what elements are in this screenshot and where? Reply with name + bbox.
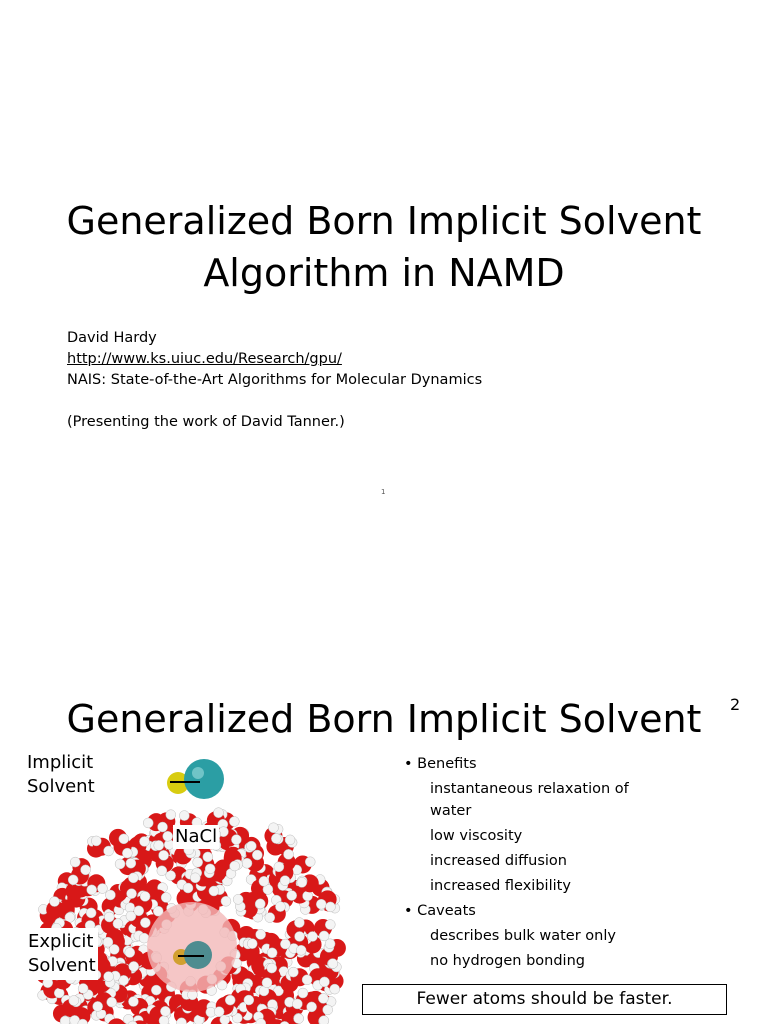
- hydrogen-atom: [91, 836, 101, 846]
- label-line: Solvent: [28, 955, 96, 976]
- hydrogen-atom: [140, 891, 150, 901]
- hydrogen-atom: [271, 834, 281, 844]
- bullet-caveats: • Caveats: [404, 903, 476, 919]
- hydrogen-atom: [274, 862, 284, 872]
- label-line: Solvent: [27, 776, 95, 797]
- hydrogen-atom: [93, 1001, 103, 1011]
- hydrogen-atom: [190, 873, 200, 883]
- bullet-item: instantaneous relaxation of: [430, 781, 629, 797]
- hydrogen-atom: [288, 967, 298, 977]
- hydrogen-atom: [125, 947, 135, 957]
- hydrogen-atom: [292, 999, 302, 1009]
- hydrogen-atom: [126, 858, 136, 868]
- hydrogen-atom: [262, 978, 272, 988]
- hydrogen-atom: [54, 988, 64, 998]
- hydrogen-atom: [265, 913, 275, 923]
- hydrogen-atom: [280, 876, 290, 886]
- hydrogen-atom: [268, 823, 278, 833]
- hydrogen-atom: [87, 885, 97, 895]
- hydrogen-atom: [104, 912, 114, 922]
- hydrogen-atom: [233, 894, 243, 904]
- hydrogen-atom: [242, 858, 252, 868]
- hydrogen-atom: [105, 890, 115, 900]
- hydrogen-atom: [256, 929, 266, 939]
- hydrogen-atom: [161, 892, 171, 902]
- hydrogen-atom: [107, 997, 117, 1007]
- hydrogen-atom: [323, 1005, 333, 1015]
- hydrogen-atom: [128, 873, 138, 883]
- hydrogen-atom: [221, 896, 231, 906]
- hydrogen-atom: [78, 984, 88, 994]
- hydrogen-atom: [166, 810, 176, 820]
- hydrogen-atom: [318, 993, 328, 1003]
- hydrogen-atom: [159, 1016, 169, 1024]
- hydrogen-atom: [86, 908, 96, 918]
- bullet-benefits: • Benefits: [404, 756, 477, 772]
- hydrogen-atom: [297, 877, 307, 887]
- hydrogen-atom: [325, 939, 335, 949]
- implicit-solvent-label: [27, 751, 95, 799]
- bullet-item: increased diffusion: [430, 853, 567, 869]
- callout-box: Fewer atoms should be faster.: [362, 984, 727, 1015]
- hydrogen-atom: [298, 988, 308, 998]
- slide-title-line-1: Generalized Born Implicit Solvent: [66, 199, 702, 243]
- hydrogen-atom: [158, 822, 168, 832]
- hydrogen-atom: [179, 811, 189, 821]
- hydrogen-atom: [319, 977, 329, 987]
- hydrogen-atom: [97, 883, 107, 893]
- page-number: 1: [381, 488, 386, 496]
- hydrogen-atom: [193, 857, 203, 867]
- label-line: Implicit: [27, 752, 94, 773]
- hydrogen-atom: [60, 1016, 70, 1024]
- hydrogen-atom: [160, 1006, 170, 1016]
- hydrogen-atom: [285, 835, 295, 845]
- hydrogen-atom: [151, 985, 161, 995]
- hydrogen-atom: [307, 1002, 317, 1012]
- author-name: David Hardy: [67, 330, 157, 346]
- bullet-item: describes bulk water only: [430, 928, 616, 944]
- explicit-solvent-label: [26, 928, 98, 980]
- hydrogen-atom: [166, 871, 176, 881]
- hydrogen-atom: [214, 1007, 224, 1017]
- hydrogen-atom: [252, 850, 262, 860]
- hydrogen-atom: [104, 972, 114, 982]
- hydrogen-atom: [280, 939, 290, 949]
- bullet-item: water: [430, 803, 472, 819]
- hydrogen-atom: [81, 865, 91, 875]
- hydrogen-atom: [50, 897, 60, 907]
- hydrogen-atom: [205, 864, 215, 874]
- hydrogen-atom: [255, 899, 265, 909]
- hydrogen-atom: [307, 931, 317, 941]
- hydrogen-atom: [119, 834, 129, 844]
- hydrogen-atom: [163, 831, 173, 841]
- hydrogen-atom: [295, 931, 305, 941]
- hydrogen-atom: [316, 899, 326, 909]
- presenting-note: (Presenting the work of David Tanner.): [67, 414, 345, 430]
- hydrogen-atom: [303, 891, 313, 901]
- hydrogen-atom: [267, 948, 277, 958]
- hydrogen-atom: [143, 818, 153, 828]
- hydrogen-atom: [203, 852, 213, 862]
- hydrogen-atom: [305, 857, 315, 867]
- hydrogen-atom: [129, 961, 139, 971]
- hydrogen-atom: [70, 857, 80, 867]
- nacl-label: NaCl: [175, 826, 218, 847]
- hydrogen-atom: [159, 850, 169, 860]
- hydrogen-atom: [230, 861, 240, 871]
- bullet-label: Benefits: [417, 756, 477, 772]
- hydrogen-atom: [296, 945, 306, 955]
- hydrogen-atom: [127, 889, 137, 899]
- hydrogen-atom: [319, 1016, 329, 1024]
- hydrogen-atom: [328, 959, 338, 969]
- hydrogen-atom: [214, 808, 224, 818]
- page-number: 2: [730, 695, 741, 714]
- hydrogen-atom: [267, 963, 277, 973]
- hydrogen-atom: [231, 835, 241, 845]
- hydrogen-atom: [154, 840, 164, 850]
- hydrogen-atom: [183, 883, 193, 893]
- hydrogen-atom: [284, 849, 294, 859]
- hydrogen-atom: [68, 875, 78, 885]
- hydrogen-atom: [246, 841, 256, 851]
- hydrogen-atom: [134, 906, 144, 916]
- bullet-item: low viscosity: [430, 828, 523, 844]
- hydrogen-atom: [69, 996, 79, 1006]
- hydrogen-atom: [302, 975, 312, 985]
- bullet-item: no hydrogen bonding: [430, 953, 585, 969]
- hydrogen-atom: [122, 848, 132, 858]
- hydrogen-atom: [139, 836, 149, 846]
- hydrogen-atom: [294, 1014, 304, 1024]
- hydrogen-atom: [229, 816, 239, 826]
- hydrogen-atom: [209, 886, 219, 896]
- slide-title-line-2: Algorithm in NAMD: [203, 251, 565, 295]
- hydrogen-atom: [275, 902, 285, 912]
- hydrogen-atom: [157, 866, 167, 876]
- research-url-link[interactable]: http://www.ks.uiuc.edu/Research/gpu/: [67, 351, 342, 367]
- hydrogen-atom: [140, 918, 150, 928]
- hydrogen-atom: [115, 859, 125, 869]
- hydrogen-atom: [104, 846, 114, 856]
- hydrogen-atom: [259, 876, 269, 886]
- hydrogen-atom: [247, 939, 257, 949]
- event-name: NAIS: State-of-the-Art Algorithms for Molecular Dynamics: [67, 372, 483, 388]
- hydrogen-atom: [244, 995, 254, 1005]
- hydrogen-atom: [325, 920, 335, 930]
- hydrogen-atom: [287, 891, 297, 901]
- hydrogen-atom: [294, 918, 304, 928]
- label-line: Explicit: [28, 931, 94, 952]
- chloride-ion: [184, 759, 224, 799]
- hydrogen-atom: [113, 919, 123, 929]
- slide-title: Generalized Born Implicit Solvent: [66, 697, 702, 741]
- bullet-item: increased flexibility: [430, 878, 571, 894]
- hydrogen-atom: [330, 984, 340, 994]
- bullet-list: [404, 752, 629, 974]
- hydrogen-atom: [325, 902, 335, 912]
- hydrogen-atom: [128, 997, 138, 1007]
- hydrogen-atom: [225, 995, 235, 1005]
- hydrogen-atom: [109, 944, 119, 954]
- bullet-label: Caveats: [417, 903, 476, 919]
